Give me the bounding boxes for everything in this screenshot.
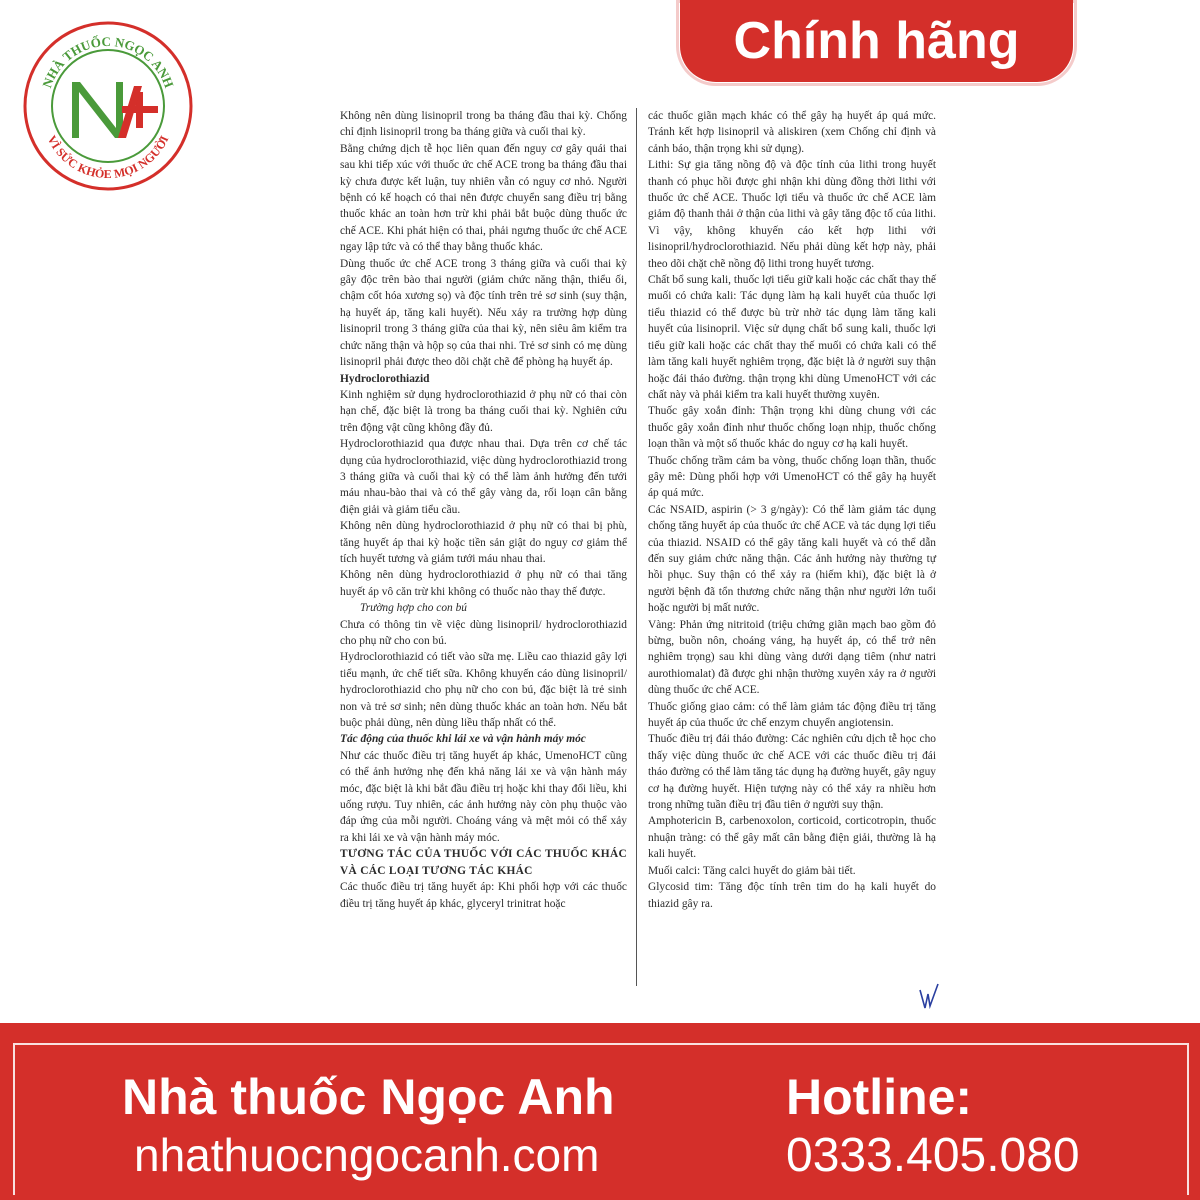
logo-arc-bottom-text: VÌ SỨC KHỎE MỌI NGƯỜI — [44, 133, 172, 182]
pharmacy-logo — [22, 20, 194, 192]
paragraph: Thuốc gây xoắn đỉnh: Thận trọng khi dùng chung với các thuốc gây xoắn đỉnh như thuốc chống loạn nhịp, thuốc chống loạn thần và một số thuốc khác do nguy cơ hạ kali huyết. — [648, 405, 936, 451]
paragraph: Kinh nghiệm sử dụng hydroclorothiazid ở phụ nữ có thai còn hạn chế, đặc biệt là trong ba tháng cuối thai kỳ. Nghiên cứu trên động vật cũng không đầy đủ. — [340, 388, 627, 434]
section-heading: TƯƠNG TÁC CỦA THUỐC VỚI CÁC THUỐC KHÁC VÀ CÁC LOẠI TƯƠNG TÁC KHÁC — [340, 848, 627, 877]
paragraph: Các thuốc điều trị tăng huyết áp: Khi phối hợp với các thuốc điều trị tăng huyết áp khác, glyceryl trinitrat hoặc — [340, 881, 627, 910]
column-divider — [636, 108, 637, 986]
paragraph: các thuốc giãn mạch khác có thể gây hạ huyết áp quá mức. Tránh kết hợp lisinopril và aliskiren (xem Chống chỉ định và cảnh báo, thận trọng khi sử dụng). — [648, 110, 936, 155]
logo-arc-top-text: NHÀ THUỐC NGỌC ANH — [39, 33, 177, 90]
paragraph: Bằng chứng dịch tễ học liên quan đến nguy cơ gây quái thai sau khi tiếp xúc với thuốc ức chế ACE trong ba tháng đầu thai kỳ chưa được kết luận, tuy nhiên vẫn có nguy cơ nhỏ. Người bệnh có kế hoạch có thai nên được chuyển sang điều trị bằng thuốc khác an toàn hơn trừ khi phải bắt buộc dùng thuốc ức chế ACE. Khi phát hiện có thai, phải ngưng thuốc ức chế ACE ngay lập tức và có thể thay bằng thuốc khác. — [340, 142, 627, 254]
store-name: Nhà thuốc Ngọc Anh — [122, 1069, 615, 1125]
signature-mark-icon — [916, 982, 942, 1012]
paragraph: Không nên dùng lisinopril trong ba tháng đầu thai kỳ. Chống chỉ định lisinopril trong ba tháng giữa và cuối thai kỳ. — [340, 110, 627, 139]
paragraph: Thuốc giống giao cảm: có thể làm giảm tác động điều trị tăng huyết áp của thuốc ức chế enzym chuyển angiotensin. — [648, 700, 936, 730]
paragraph: Lithi: Sự gia tăng nồng độ và độc tính của lithi trong huyết thanh có phục hồi được ghi nhận khi dùng đồng thời lithi với thuốc ức chế ACE. Thuốc lợi tiểu và thuốc ức chế ACE làm giảm độ thanh thải ở thận của lithi và gây tăng độc tố của lithi. Vì vậy, không khuyến cáo kết hợp lithi với lisinopril/hydroclorothiazid. Nếu phải dùng kết hợp này, phải theo dõi chặt chẽ nồng độ lithi trong huyết tương. — [648, 159, 936, 270]
paragraph: Chất bổ sung kali, thuốc lợi tiểu giữ kali hoặc các chất thay thế muối có chứa kali: Tác dụng làm hạ kali huyết của thuốc lợi tiểu thiazid có thể được bù trừ nhờ tác dụng làm tăng kali huyết của lisinopril. Việc sử dụng chất bổ sung kali, thuốc lợi tiểu giữ kali hoặc các chất thay thế muối có chứa kali có thể làm tăng kali huyết nghiêm trọng, đặc biệt là ở người suy thận hoặc đái tháo đường. thận trọng khi dùng UmenoHCT với các chất này và phải kiểm tra kali huyết thường xuyên. — [648, 274, 936, 401]
paragraph: Thuốc điều trị đái tháo đường: Các nghiên cứu dịch tễ học cho thấy việc dùng thuốc ức chế ACE với các thuốc điều trị đái tháo đường có thể làm tăng tác dụng hạ đường huyết, gây nguy cơ hạ đường huyết. Hiện tượng này có thể xảy ra nhiều hơn trong những tuần điều trị đầu tiên ở người suy thận. — [648, 733, 936, 812]
subsection-heading: Trường hợp cho con bú — [360, 602, 467, 615]
paragraph: Glycosid tim: Tăng độc tính trên tim do hạ kali huyết do thiazid gây ra. — [648, 881, 936, 910]
store-website-link[interactable]: nhathuocngocanh.com — [134, 1129, 600, 1181]
hotline-label: Hotline: — [786, 1069, 973, 1125]
paragraph: Amphotericin B, carbenoxolon, corticoid, corticotropin, thuốc nhuận tràng: có thể gây mất cân bằng điện giải, thường là hạ kali huyết. — [648, 815, 936, 861]
paragraph: Như các thuốc điều trị tăng huyết áp khác, UmenoHCT cũng có thể ảnh hưởng nhẹ đến khả năng lái xe và vận hành máy móc, đặc biệt là khi bắt đầu điều trị hoặc khi thay đổi liều, khi uống rượu. Tuy nhiên, các ảnh hưởng này còn phụ thuộc vào đáp ứng của mỗi người. Choáng váng và mệt mỏi có thể xảy ra khi lái xe và vận hành máy móc. — [340, 749, 627, 844]
paragraph: Thuốc chống trầm cảm ba vòng, thuốc chống loạn thần, thuốc gây mê: Dùng phối hợp với UmenoHCT có thể gây hạ huyết áp quá mức. — [648, 454, 936, 500]
section-heading: Hydroclorothiazid — [340, 372, 430, 385]
paragraph: Dùng thuốc ức chế ACE trong 3 tháng giữa và cuối thai kỳ gây độc trên bào thai người (giảm chức năng thận, thiểu ối, chậm cốt hóa xương sọ) và độc tính trên trẻ sơ sinh (suy thận, hạ huyết áp, tăng kali huyết). Nếu xảy ra trường hợp dùng lisinopril trong 3 tháng giữa của thai kỳ, nên siêu âm kiểm tra chức năng thận và hộp sọ của thai nhi. Trẻ sơ sinh có mẹ dùng lisinopril phải được theo dõi chặt chẽ để phòng hạ huyết áp. — [340, 257, 627, 369]
hotline-number[interactable]: 0333.405.080 — [786, 1129, 1080, 1182]
paragraph: Các NSAID, aspirin (> 3 g/ngày): Có thể làm giảm tác dụng chống tăng huyết áp của thuốc ức chế ACE và tác dụng lợi tiểu của thiazid. NSAID có thể gây tăng kali huyết và có thể dẫn đến suy giảm chức năng thận. Các ảnh hưởng này thường tự hồi phục. Suy thận có thể xảy ra (hiếm khi), đặc biệt là ở người bệnh đã tổn thương chức năng thận như người lớn tuổi hoặc người bị mất nước. — [648, 503, 936, 615]
leaflet-column-left — [340, 108, 627, 912]
paragraph: Vàng: Phản ứng nitritoid (triệu chứng giãn mạch bao gồm đỏ bừng, buồn nôn, choáng váng, hạ huyết áp, có thể trở nên nghiêm trọng) sau khi dùng vàng dưới dạng tiêm (như natri aurothiomalat) đã được ghi nhận thường xuyên xảy ra ở người dùng thuốc ức chế ACE. — [648, 618, 936, 697]
authentic-badge — [680, 0, 1073, 82]
section-heading: Tác động của thuốc khi lái xe và vận hành máy móc — [340, 733, 586, 746]
paragraph: Chưa có thông tin về việc dùng lisinopril/ hydroclorothiazid cho phụ nữ cho con bú. — [340, 618, 627, 647]
authentic-badge-label: Chính hãng — [733, 12, 1020, 70]
paragraph: Hydroclorothiazid có tiết vào sữa mẹ. Liều cao thiazid gây lợi tiểu mạnh, ức chế tiết sữa. Không khuyến cáo dùng lisinopril/ hydroclorothiazid cho phụ nữ cho con bú, đặc biệt là trẻ sinh non và trẻ sơ sinh; nên dùng thuốc khác an toàn hơn. Nếu bắt buộc phải dùng, nên dùng liều thấp nhất có thể. — [340, 651, 627, 730]
paragraph: Muối calci: Tăng calci huyết do giảm bài tiết. — [648, 864, 856, 877]
paragraph: Không nên dùng hydroclorothiazid ở phụ nữ có thai tăng huyết áp vô căn trừ khi không có thuốc nào thay thế được. — [340, 569, 627, 598]
logo-graphic — [22, 20, 194, 192]
paragraph: Hydroclorothiazid qua được nhau thai. Dựa trên cơ chế tác dụng của hydroclorothiazid, việc dùng hydroclorothiazid trong 3 tháng giữa và cuối thai kỳ có thể làm ảnh hưởng đến tưới máu nhau-bào thai và có thể gây vàng da, rối loạn cân bằng điện giải và giảm tiểu cầu. — [340, 438, 627, 516]
leaflet-page — [318, 100, 958, 994]
paragraph: Không nên dùng hydroclorothiazid ở phụ nữ có thai bị phù, tăng huyết áp thai kỳ hoặc tiền sản giật do nguy cơ giảm thể tích huyết tương và giảm tưới máu nhau thai. — [340, 520, 627, 565]
leaflet-column-right — [648, 108, 936, 912]
